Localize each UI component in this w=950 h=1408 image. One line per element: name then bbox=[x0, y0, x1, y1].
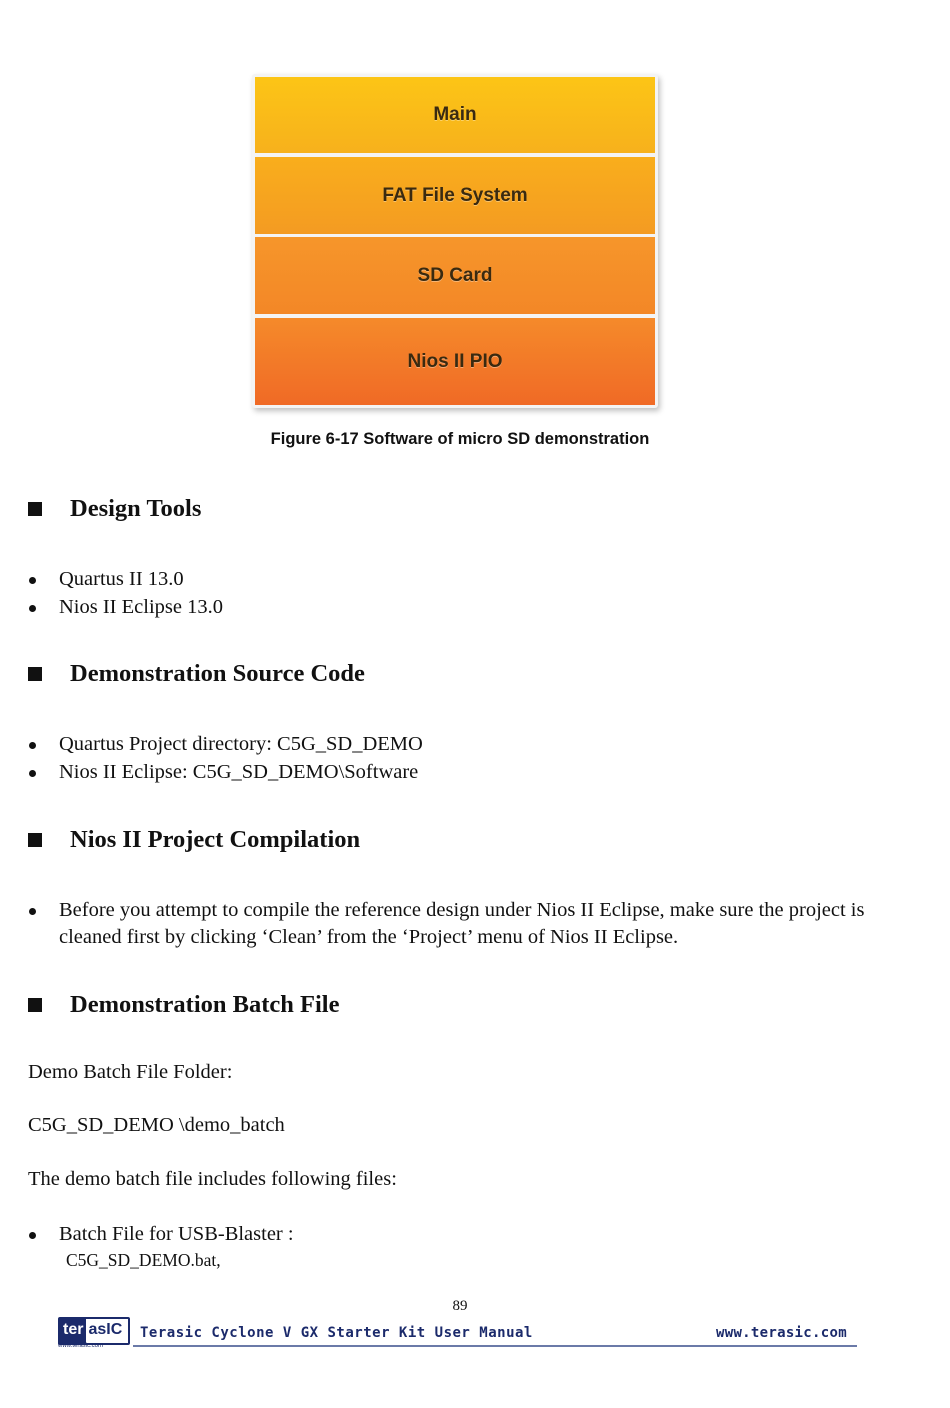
bullet-icon bbox=[29, 742, 36, 749]
heading-text: Nios II Project Compilation bbox=[70, 826, 361, 853]
list-item: Nios II Eclipse 13.0 bbox=[28, 594, 900, 621]
square-bullet-icon bbox=[28, 667, 42, 681]
bullet-icon bbox=[29, 577, 36, 584]
bullet-icon bbox=[29, 908, 36, 915]
batch-file-name: C5G_SD_DEMO.bat, bbox=[66, 1250, 221, 1270]
section-heading-design-tools bbox=[28, 495, 201, 523]
software-stack-diagram bbox=[252, 74, 658, 408]
bullet-icon bbox=[29, 605, 36, 612]
list-item: Quartus II 13.0 bbox=[28, 566, 900, 593]
footer-url: www.terasic.com bbox=[716, 1325, 847, 1341]
list-item: Quartus Project directory: C5G_SD_DEMO bbox=[28, 731, 900, 758]
footer-divider bbox=[133, 1345, 857, 1347]
batch-folder-path: C5G_SD_DEMO \demo_batch bbox=[28, 1114, 285, 1136]
batch-includes-text: The demo batch file includes following files: bbox=[28, 1168, 397, 1190]
list-item: Batch File for USB-Blaster : bbox=[28, 1221, 900, 1248]
list-item: Nios II Eclipse: C5G_SD_DEMO\Software bbox=[28, 759, 900, 786]
heading-text: Demonstration Source Code bbox=[70, 660, 365, 687]
section-heading-compilation bbox=[28, 826, 360, 854]
section-heading-batch-file bbox=[28, 991, 339, 1019]
logo-url: www.terasic.com bbox=[58, 1343, 104, 1349]
batch-folder-label: Demo Batch File Folder: bbox=[28, 1061, 233, 1083]
layer-main: Main bbox=[255, 77, 655, 153]
list-item: Before you attempt to compile the reference design under Nios II Eclipse, make sure the project is cleaned first by clicking ‘Clean’ from the ‘Project’ menu of Nios II Eclipse. bbox=[28, 897, 892, 951]
heading-text: Design Tools bbox=[70, 495, 202, 522]
layer-nios-pio: Nios II PIO bbox=[255, 318, 655, 405]
layer-fat-file-system: FAT File System bbox=[255, 157, 655, 234]
square-bullet-icon bbox=[28, 502, 42, 516]
layer-sd-card: SD Card bbox=[255, 237, 655, 314]
bullet-icon bbox=[29, 770, 36, 777]
bullet-icon bbox=[29, 1232, 36, 1239]
section-heading-source-code bbox=[28, 660, 365, 688]
square-bullet-icon bbox=[28, 998, 42, 1012]
figure-caption: Figure 6-17 Software of micro SD demonstration bbox=[270, 430, 650, 448]
page-number: 89 bbox=[452, 1298, 468, 1314]
terasic-logo: ter asIC bbox=[58, 1317, 130, 1345]
heading-text: Demonstration Batch File bbox=[70, 991, 340, 1018]
square-bullet-icon bbox=[28, 833, 42, 847]
footer-manual-title: Terasic Cyclone V GX Starter Kit User Manual bbox=[140, 1325, 533, 1341]
